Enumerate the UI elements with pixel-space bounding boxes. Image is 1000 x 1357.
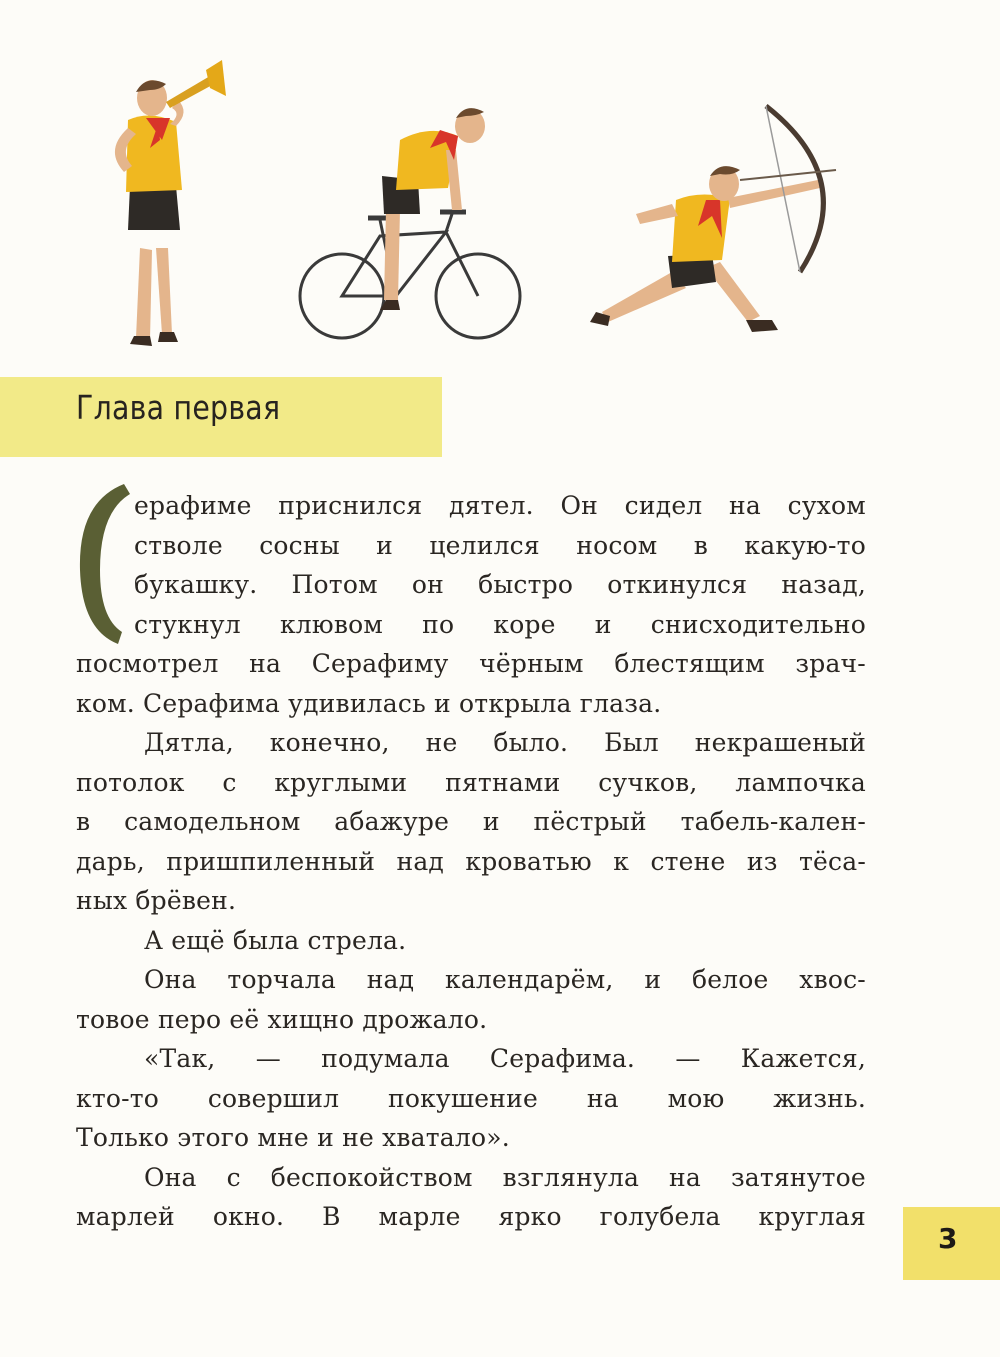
text-word: из: [746, 846, 778, 876]
text-word: клювом: [279, 609, 383, 639]
text-line: [144, 1158, 866, 1198]
text-word: окно.: [212, 1202, 285, 1231]
text-word: круглыми: [274, 767, 408, 797]
text-word: к: [613, 846, 630, 876]
text-line: [134, 565, 866, 605]
text-word: Она: [144, 1162, 197, 1192]
drop-cap: [72, 478, 132, 648]
text-word: Был: [604, 728, 659, 757]
text-word: ярко: [498, 1202, 562, 1231]
text-word: кроватью: [465, 846, 592, 876]
text-line: [134, 526, 866, 566]
text-line: [134, 486, 866, 526]
text-word: календарём,: [445, 965, 614, 994]
text-word: дятел.: [448, 491, 534, 520]
text-word: сухом: [787, 491, 866, 520]
text-line: ком. Серафима удивилась и открыла глаза.: [76, 688, 662, 718]
text-word: взглянула: [502, 1162, 640, 1192]
text-word: и: [482, 807, 500, 836]
text-word: потолок: [76, 767, 185, 797]
text-word: пёстрый: [533, 807, 647, 836]
text-word: на: [669, 1162, 701, 1192]
text-word: покушение: [387, 1083, 538, 1113]
text-word: назад,: [781, 570, 866, 599]
text-word: —: [675, 1044, 701, 1073]
page-number: 3: [938, 1222, 958, 1255]
text-word: с: [222, 767, 237, 797]
text-word: беспокойством: [270, 1162, 473, 1192]
text-word: белое: [691, 965, 769, 994]
text-word: по: [422, 609, 455, 639]
text-line: [134, 605, 866, 645]
text-word: табель-кален-: [680, 807, 866, 836]
pioneer-archer-illustration: [590, 106, 836, 332]
text-word: Потом: [291, 570, 378, 599]
text-word: букашку.: [134, 570, 258, 599]
text-line: [76, 1079, 866, 1119]
text-word: в: [76, 807, 91, 836]
text-word: дарь,: [76, 846, 145, 876]
text-word: подумала: [321, 1044, 450, 1073]
chapter-title: Глава первая: [76, 388, 281, 427]
text-word: какую-то: [744, 530, 866, 560]
text-word: пятнами: [445, 767, 561, 797]
text-word: «Так,: [144, 1044, 216, 1073]
text-word: Серафима.: [489, 1044, 636, 1073]
text-word: Серафиму: [311, 649, 449, 678]
text-word: чёрным: [479, 649, 584, 678]
text-word: он: [411, 570, 444, 599]
text-word: с: [226, 1162, 241, 1192]
text-word: над: [366, 965, 415, 994]
text-line: [144, 1039, 866, 1079]
pioneer-bugler-illustration: [115, 60, 226, 346]
text-word: пришпиленный: [166, 846, 376, 876]
text-word: и: [644, 965, 662, 994]
text-word: самодельном: [124, 807, 301, 836]
text-word: быстро: [478, 570, 574, 599]
text-line: [76, 644, 866, 684]
text-word: было.: [493, 728, 569, 757]
text-line: А ещё была стрела.: [144, 925, 407, 955]
text-word: Она: [144, 965, 197, 994]
text-line: [76, 802, 866, 842]
text-word: и: [376, 530, 394, 560]
text-word: марлей: [76, 1202, 175, 1231]
text-word: марле: [378, 1202, 461, 1231]
text-word: тёса-: [799, 846, 866, 876]
text-word: сидел: [624, 491, 703, 520]
text-word: В: [322, 1202, 341, 1231]
text-line: [76, 842, 866, 882]
text-line: Только этого мне и не хватало».: [76, 1123, 510, 1152]
text-word: коре: [493, 609, 556, 639]
header-illustrations: [0, 0, 1000, 360]
text-word: жизнь.: [773, 1083, 866, 1113]
text-word: снисходительно: [650, 609, 866, 639]
text-word: затянутое: [730, 1162, 866, 1192]
text-word: круглая: [758, 1202, 866, 1231]
text-word: приснился: [278, 491, 423, 520]
text-line: ных брёвен.: [76, 886, 237, 915]
drop-cap-letter: С: [102, 588, 103, 589]
text-word: ерафиме: [134, 491, 252, 520]
text-word: хвос-: [799, 965, 866, 994]
text-word: зрач-: [795, 649, 866, 678]
text-line: [144, 960, 866, 1000]
text-word: Дятла,: [144, 728, 234, 757]
text-word: в: [693, 530, 709, 560]
text-word: блестящим: [614, 649, 765, 678]
text-line: [76, 763, 866, 803]
text-word: сучков,: [598, 767, 698, 797]
text-word: сосны: [259, 530, 340, 560]
text-word: торчала: [227, 965, 336, 994]
text-word: на: [729, 491, 761, 520]
text-word: абажуре: [334, 807, 450, 836]
text-word: посмотрел: [76, 649, 219, 678]
text-word: голубела: [599, 1202, 721, 1231]
text-word: и: [594, 609, 612, 639]
text-word: стукнул: [134, 609, 241, 639]
text-word: на: [586, 1083, 619, 1113]
text-word: стволе: [134, 530, 223, 560]
pioneer-cyclist-illustration: [300, 108, 520, 338]
text-word: мою: [667, 1083, 725, 1113]
text-word: лампочка: [735, 767, 866, 797]
text-word: не: [425, 728, 458, 757]
text-word: Он: [560, 491, 599, 520]
text-word: Кажется,: [740, 1044, 866, 1073]
text-word: на: [249, 649, 282, 678]
text-word: целился: [429, 530, 540, 560]
text-word: —: [255, 1044, 281, 1073]
text-line: [144, 723, 866, 763]
text-line: товое перо её хищно дрожало.: [76, 1004, 488, 1034]
text-word: откинулся: [607, 570, 748, 599]
text-word: стене: [650, 846, 726, 876]
text-word: над: [396, 846, 445, 876]
text-word: совершил: [207, 1083, 340, 1113]
text-word: кто-то: [76, 1083, 160, 1113]
text-word: некрашеный: [694, 728, 866, 757]
text-word: конечно,: [269, 728, 390, 757]
text-line: [76, 1197, 866, 1237]
text-word: носом: [576, 530, 658, 560]
